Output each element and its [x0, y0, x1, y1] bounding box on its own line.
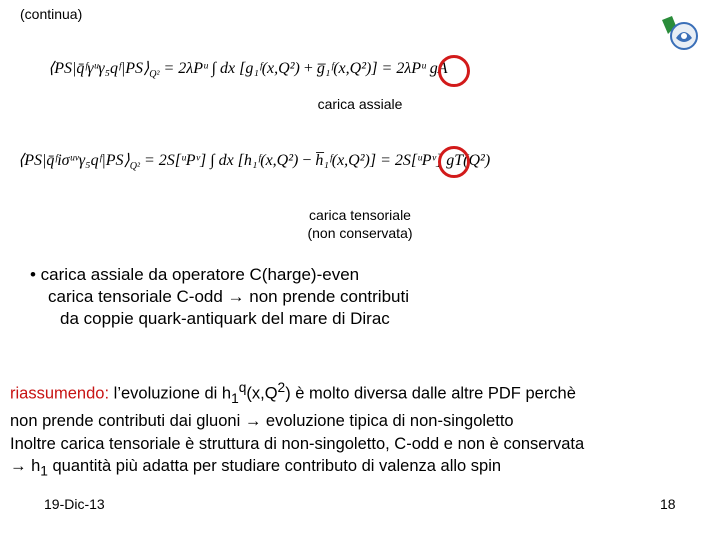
- summary-block: [10, 377, 584, 483]
- axial-charge-equation: [48, 58, 448, 80]
- tensor-matrix-element: ⟨PS|q̄ᶠiσᵘᵛγ₅qᶠ|PS⟩: [18, 152, 130, 169]
- summary-line2: non prende contributi dai gluoni → evoluzione tipica di non-singoletto: [10, 412, 514, 431]
- summary-line4: [10, 455, 584, 483]
- summary-line1-text-b: (x,Q: [246, 384, 278, 403]
- summary-h1-sup: q: [238, 380, 247, 395]
- summary-line1-text-c: ) è molto diversa dalle altre PDF perchè: [285, 384, 576, 403]
- summary-h1-sub-2: 1: [40, 463, 48, 479]
- summary-q2-sup: 2: [277, 380, 286, 395]
- tensor-caption-line1: carica tensoriale: [309, 207, 411, 223]
- summary-lead: riassumendo:: [10, 384, 110, 403]
- summary-line3: Inoltre carica tensoriale è struttura di non-singoletto, C-odd e non è conservata: [10, 434, 585, 453]
- footer-date: 19-Dic-13: [44, 496, 105, 512]
- summary-line4-text-b: quantità più adatta per studiare contributo di valenza allo spin: [47, 457, 502, 476]
- axial-rhs-right: g̅₁ᶠ(x,Q²)] = 2λPᵘ gA: [316, 60, 448, 77]
- tensor-rhs-left: = 2S[ᵘPᵛ] ∫ dx [h₁ᶠ(x,Q²): [144, 152, 299, 169]
- axial-caption: carica assiale: [317, 96, 403, 112]
- summary-h1-sub: 1: [231, 390, 239, 406]
- summary-line1: [10, 377, 584, 410]
- summary-line4-text-a: → h: [10, 457, 41, 476]
- bullet-point: [30, 264, 409, 330]
- axial-rhs-left: = 2λPᵘ ∫ dx [g₁ᶠ(x,Q²): [163, 60, 300, 77]
- page-number: 18: [660, 496, 676, 512]
- university-seal-icon: [656, 12, 702, 54]
- tensor-scale: Q²: [129, 161, 140, 173]
- bullet-line1: • carica assiale da operatore C(harge)-even: [30, 265, 360, 284]
- bullet-line2: carica tensoriale C-odd → non prende contributi: [48, 287, 409, 306]
- axial-operator: +: [303, 60, 313, 77]
- axial-operator-highlight: [438, 55, 470, 87]
- tensor-caption: [290, 206, 430, 242]
- tensor-rhs-right: h̅₁ᶠ(x,Q²)] = 2S[ᵘPᵛ] gT(Q²): [315, 152, 491, 169]
- tensor-operator: −: [302, 152, 312, 169]
- bullet-line3: da coppie quark-antiquark del mare di Dirac: [60, 309, 390, 328]
- axial-matrix-element: ⟨PS|q̄ᶠγᵘγ₅qᶠ|PS⟩: [48, 60, 150, 77]
- axial-scale: Q²: [149, 69, 160, 81]
- summary-line1-text-a: l’evoluzione di h: [109, 384, 232, 403]
- slide-header: (continua): [20, 6, 83, 22]
- tensor-caption-line2: (non conservata): [307, 225, 413, 241]
- tensor-charge-equation: [18, 150, 490, 172]
- tensor-operator-highlight: [438, 146, 470, 178]
